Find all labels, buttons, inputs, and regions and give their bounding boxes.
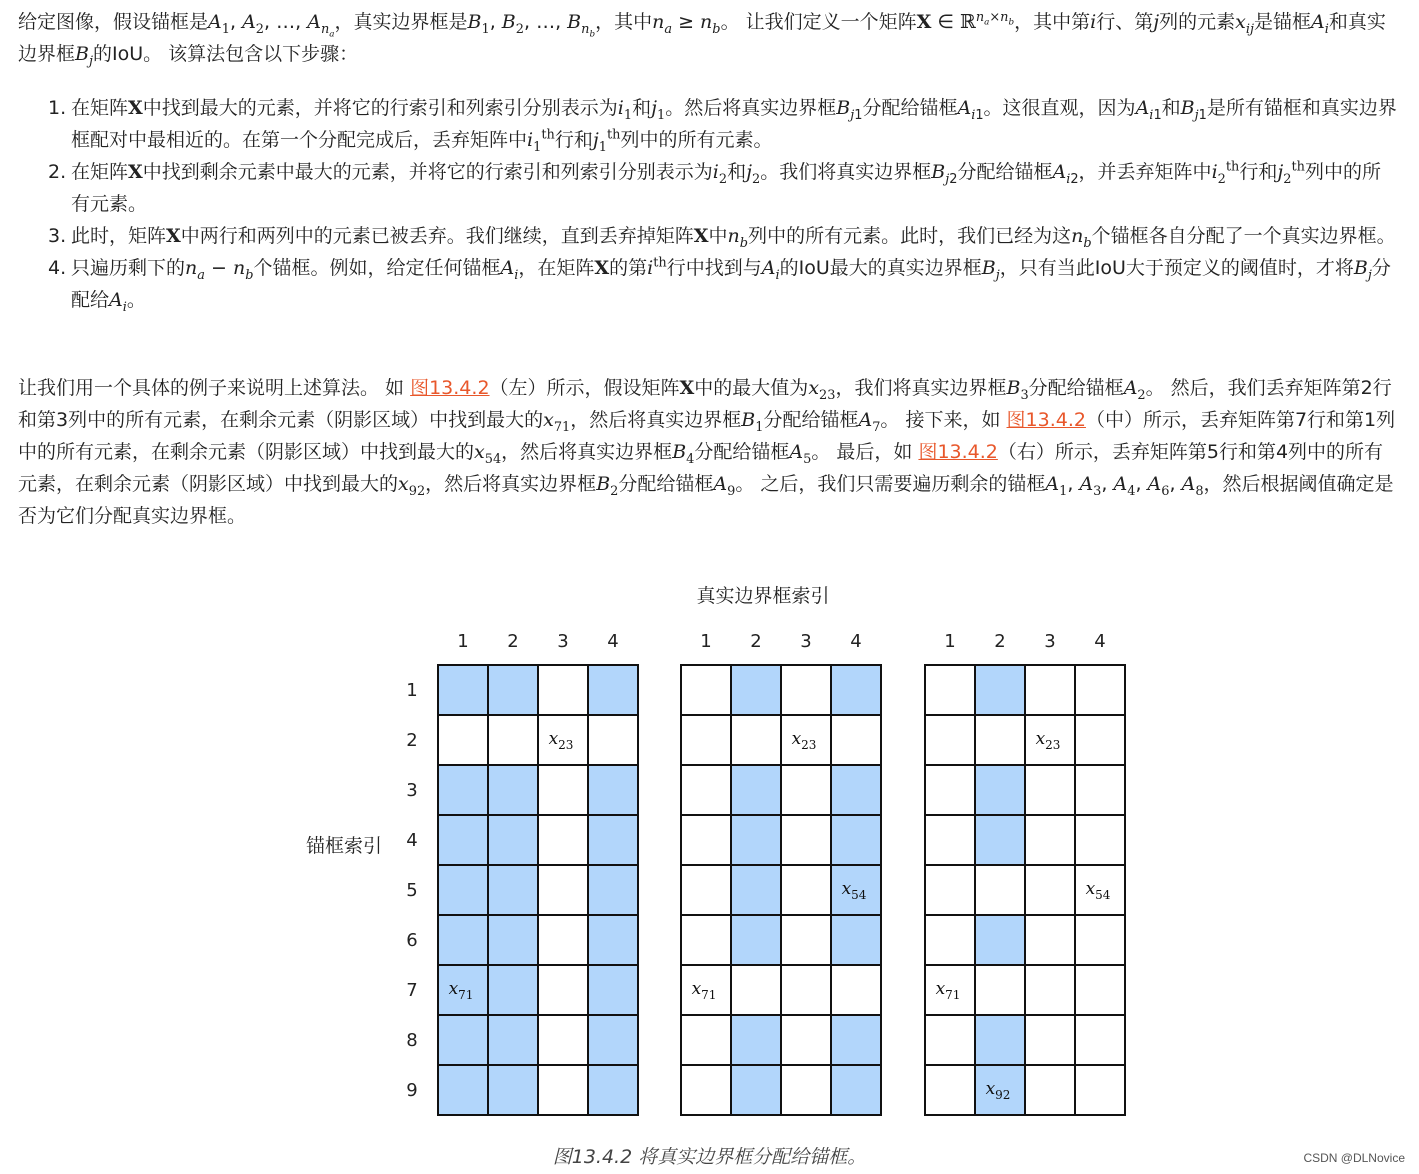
shaded-cell	[831, 1065, 881, 1115]
grid-cell	[925, 815, 975, 865]
row-label: 7	[406, 980, 418, 1001]
grid-cell	[781, 1065, 831, 1115]
shaded-cell	[831, 765, 881, 815]
grid-cell	[681, 665, 731, 715]
shaded-cell	[588, 665, 638, 715]
cell-variable-label: $x_{23}$	[548, 729, 574, 752]
shaded-cell	[731, 1065, 781, 1115]
row-label: 4	[406, 830, 418, 851]
figure-caption: 图13.4.2 将真实边界框分配给锚框。	[552, 1146, 867, 1168]
grid-cell	[681, 765, 731, 815]
grid-cell	[538, 915, 588, 965]
shaded-cell	[975, 915, 1025, 965]
cell-variable-label: $x_{54}$	[1085, 879, 1111, 902]
row-label: 2	[406, 730, 418, 751]
column-label: 4	[607, 631, 619, 652]
grid-cell	[1025, 815, 1075, 865]
grid-cell	[538, 815, 588, 865]
column-label: 1	[457, 631, 469, 652]
grid-cell	[831, 715, 881, 765]
grid-cell	[681, 915, 731, 965]
grid-cell	[538, 665, 588, 715]
grid-cell	[438, 715, 488, 765]
shaded-cell	[831, 1015, 881, 1065]
grid-cell	[925, 865, 975, 915]
shaded-cell	[588, 815, 638, 865]
shaded-cell	[731, 815, 781, 865]
grid-cell	[681, 715, 731, 765]
shaded-cell	[438, 1065, 488, 1115]
grid-cell	[781, 765, 831, 815]
column-label: 4	[850, 631, 862, 652]
assignment-grids	[292, 568, 1127, 1117]
cell-variable-label: $x_{92}$	[985, 1079, 1011, 1102]
grid-cell	[1075, 1015, 1125, 1065]
grid-cell	[1025, 1065, 1075, 1115]
grid-cell	[781, 665, 831, 715]
grid-cell	[681, 1065, 731, 1115]
grid-cell	[538, 965, 588, 1015]
grid-cell	[975, 715, 1025, 765]
grid-cell	[975, 865, 1025, 915]
grid-cell	[925, 665, 975, 715]
grid-cell	[781, 965, 831, 1015]
shaded-cell	[731, 1015, 781, 1065]
cell-variable-label: $x_{71}$	[448, 979, 474, 1002]
shaded-cell	[438, 665, 488, 715]
shaded-cell	[588, 915, 638, 965]
column-label: 3	[800, 631, 812, 652]
figure-link-middle[interactable]: 图13.4.2	[1006, 409, 1086, 431]
shaded-cell	[488, 1015, 538, 1065]
grid-cell	[781, 865, 831, 915]
shaded-cell	[488, 915, 538, 965]
intro-paragraph: 给定图像，假设锚框是$A_1$, $A_2$, …, $A_{n_a}$，真实边界框是$B_1$, $B_2$, …, $B_{n_b}$，其中$n_a \ge n_b$。 让我们定义一个矩阵X ∈ ℝ$^{n_a\times n_b}$，其中第i行、第j列的元素$x_{ij}$是锚框$A_i$和真实边界框$B_j$的IoU。 该算法包含以下步骤：	[18, 9, 1386, 69]
shaded-cell	[488, 1065, 538, 1115]
shaded-cell	[831, 665, 881, 715]
step-4: 4. 只遍历剩下的$n_a - n_b$个锚框。例如，给定任何锚框$A_i$，在矩阵X的第$i^{th}$行中找到与$A_i$的IoU最大的真实边界框$B_j$，只有当此IoU大于预定义的阈值时，才将$B_j$分配给$A_i$。	[48, 255, 1391, 315]
cell-variable-label: $x_{54}$	[841, 879, 867, 902]
grid-cell	[1075, 665, 1125, 715]
column-label: 4	[1094, 631, 1106, 652]
cell-variable-label: $x_{71}$	[935, 979, 961, 1002]
cell-variable-label: $x_{23}$	[791, 729, 817, 752]
shaded-cell	[731, 865, 781, 915]
grid-cell	[925, 1065, 975, 1115]
grid-cell	[781, 1015, 831, 1065]
column-label: 2	[507, 631, 519, 652]
grid-cell	[925, 1015, 975, 1065]
step-2: 2. 在矩阵X中找到剩余元素中最大的元素，并将它的行索引和列索引分别表示为$i_2$和$j_2$。我们将真实边界框$B_{j2}$分配给锚框$A_{i2}$，并丢弃矩阵中$i_2^{th}$行和$j_2^{th}$列中的所有元素。	[48, 159, 1382, 215]
step-3: 3. 此时，矩阵X中两行和两列中的元素已被丢弃。我们继续，直到丢弃掉矩阵X中$n_b$列中的所有元素。此时，我们已经为这$n_b$个锚框各自分配了一个真实边界框。	[48, 225, 1396, 251]
grid-cell	[1075, 965, 1125, 1015]
grid-cell	[975, 965, 1025, 1015]
example-paragraph: 让我们用一个具体的例子来说明上述算法。 如 图13.4.2（左）所示，假设矩阵X中的最大值为$x_{23}$，我们将真实边界框$B_3$分配给锚框$A_2$。 然后，我们丢弃矩阵第2行和第3列中的所有元素，在剩余元素（阴影区域）中找到最大的$x_{71}$，然后将真实边界框$B_1$分配给锚框$A_7$。 接下来，如 图13.4.2（中）所示，丢弃矩阵第7行和第1列中的所有元素，在剩余元素（阴影区域）中找到最大的$x_{54}$，然后将真实边界框$B_4$分配给锚框$A_5$。 最后，如 图13.4.2（右）所示，丢弃矩阵第5行和第4列中的所有元素，在剩余元素（阴影区域）中找到最大的$x_{92}$，然后将真实边界框$B_2$分配给锚框$A_9$。 之后，我们只需要遍历剩余的锚框$A_1$, $A_3$, $A_4$, $A_6$, $A_8$，然后根据阈值确定是否为它们分配真实边界框。	[18, 377, 1396, 527]
shaded-cell	[488, 865, 538, 915]
row-label: 6	[406, 930, 418, 951]
cell-variable-label: $x_{23}$	[1035, 729, 1061, 752]
shaded-cell	[588, 1065, 638, 1115]
shaded-cell	[438, 865, 488, 915]
shaded-cell	[488, 765, 538, 815]
column-label: 1	[944, 631, 956, 652]
row-label: 5	[406, 880, 418, 901]
grid-cell	[1075, 1065, 1125, 1115]
shaded-cell	[975, 765, 1025, 815]
shaded-cell	[588, 965, 638, 1015]
grid-cell	[538, 765, 588, 815]
shaded-cell	[831, 915, 881, 965]
grid-cell	[1025, 965, 1075, 1015]
column-label: 2	[994, 631, 1006, 652]
shaded-cell	[488, 665, 538, 715]
grid-cell	[831, 965, 881, 1015]
step-1: 1. 在矩阵X中找到最大的元素，并将它的行索引和列索引分别表示为$i_1$和$j_1$。然后将真实边界框$B_{j1}$分配给锚框$A_{i1}$。这很直观，因为$A_{i1}$和$B_{j1}$是所有锚框和真实边界框配对中最相近的。在第一个分配完成后，丢弃矩阵中$i_1^{th}$行和$j_1^{th}$列中的所有元素。	[48, 97, 1397, 155]
column-label: 3	[1044, 631, 1056, 652]
grid-cell	[925, 715, 975, 765]
shaded-cell	[438, 915, 488, 965]
shaded-cell	[975, 1015, 1025, 1065]
grid-cell	[781, 915, 831, 965]
grid-cell	[781, 815, 831, 865]
grid-cell	[731, 965, 781, 1015]
shaded-cell	[731, 665, 781, 715]
row-label: 8	[406, 1030, 418, 1051]
shaded-cell	[438, 1015, 488, 1065]
watermark: CSDN @DLNovice	[1303, 1151, 1405, 1165]
shaded-cell	[488, 965, 538, 1015]
figure-link-right[interactable]: 图13.4.2	[918, 441, 998, 463]
shaded-cell	[731, 765, 781, 815]
shaded-cell	[438, 815, 488, 865]
grid-cell	[1075, 715, 1125, 765]
algorithm-steps	[48, 92, 1398, 316]
grid-cell	[681, 865, 731, 915]
figure-link-left[interactable]: 图13.4.2	[410, 377, 490, 399]
column-label: 2	[750, 631, 762, 652]
grid-cell	[1025, 1015, 1075, 1065]
grid-cell	[925, 765, 975, 815]
grid-cell	[1075, 765, 1125, 815]
grid-cell	[1025, 915, 1075, 965]
row-label: 1	[406, 680, 418, 701]
column-label: 3	[557, 631, 569, 652]
row-label: 9	[406, 1080, 418, 1101]
shaded-cell	[975, 815, 1025, 865]
grid-cell	[1025, 665, 1075, 715]
grid-cell	[538, 865, 588, 915]
grid-cell	[538, 1065, 588, 1115]
shaded-cell	[488, 815, 538, 865]
cell-variable-label: $x_{71}$	[691, 979, 717, 1002]
grid-cell	[1025, 765, 1075, 815]
column-label: 1	[700, 631, 712, 652]
grid-cell	[538, 1015, 588, 1065]
grid-cell	[925, 915, 975, 965]
grid-cell	[681, 815, 731, 865]
shaded-cell	[588, 1015, 638, 1065]
shaded-cell	[438, 765, 488, 815]
shaded-cell	[975, 665, 1025, 715]
shaded-cell	[831, 815, 881, 865]
grid-cell	[1025, 865, 1075, 915]
grid-cell	[1075, 815, 1125, 865]
shaded-cell	[588, 865, 638, 915]
shaded-cell	[731, 915, 781, 965]
grid-cell	[588, 715, 638, 765]
left-axis-title: 锚框索引	[305, 835, 383, 857]
grid-cell	[681, 1015, 731, 1065]
shaded-cell	[588, 765, 638, 815]
row-label: 3	[406, 780, 418, 801]
grid-cell	[1075, 915, 1125, 965]
grid-cell	[488, 715, 538, 765]
assignment-figure	[292, 568, 1127, 1117]
grid-cell	[731, 715, 781, 765]
top-axis-title: 真实边界框索引	[696, 585, 830, 607]
